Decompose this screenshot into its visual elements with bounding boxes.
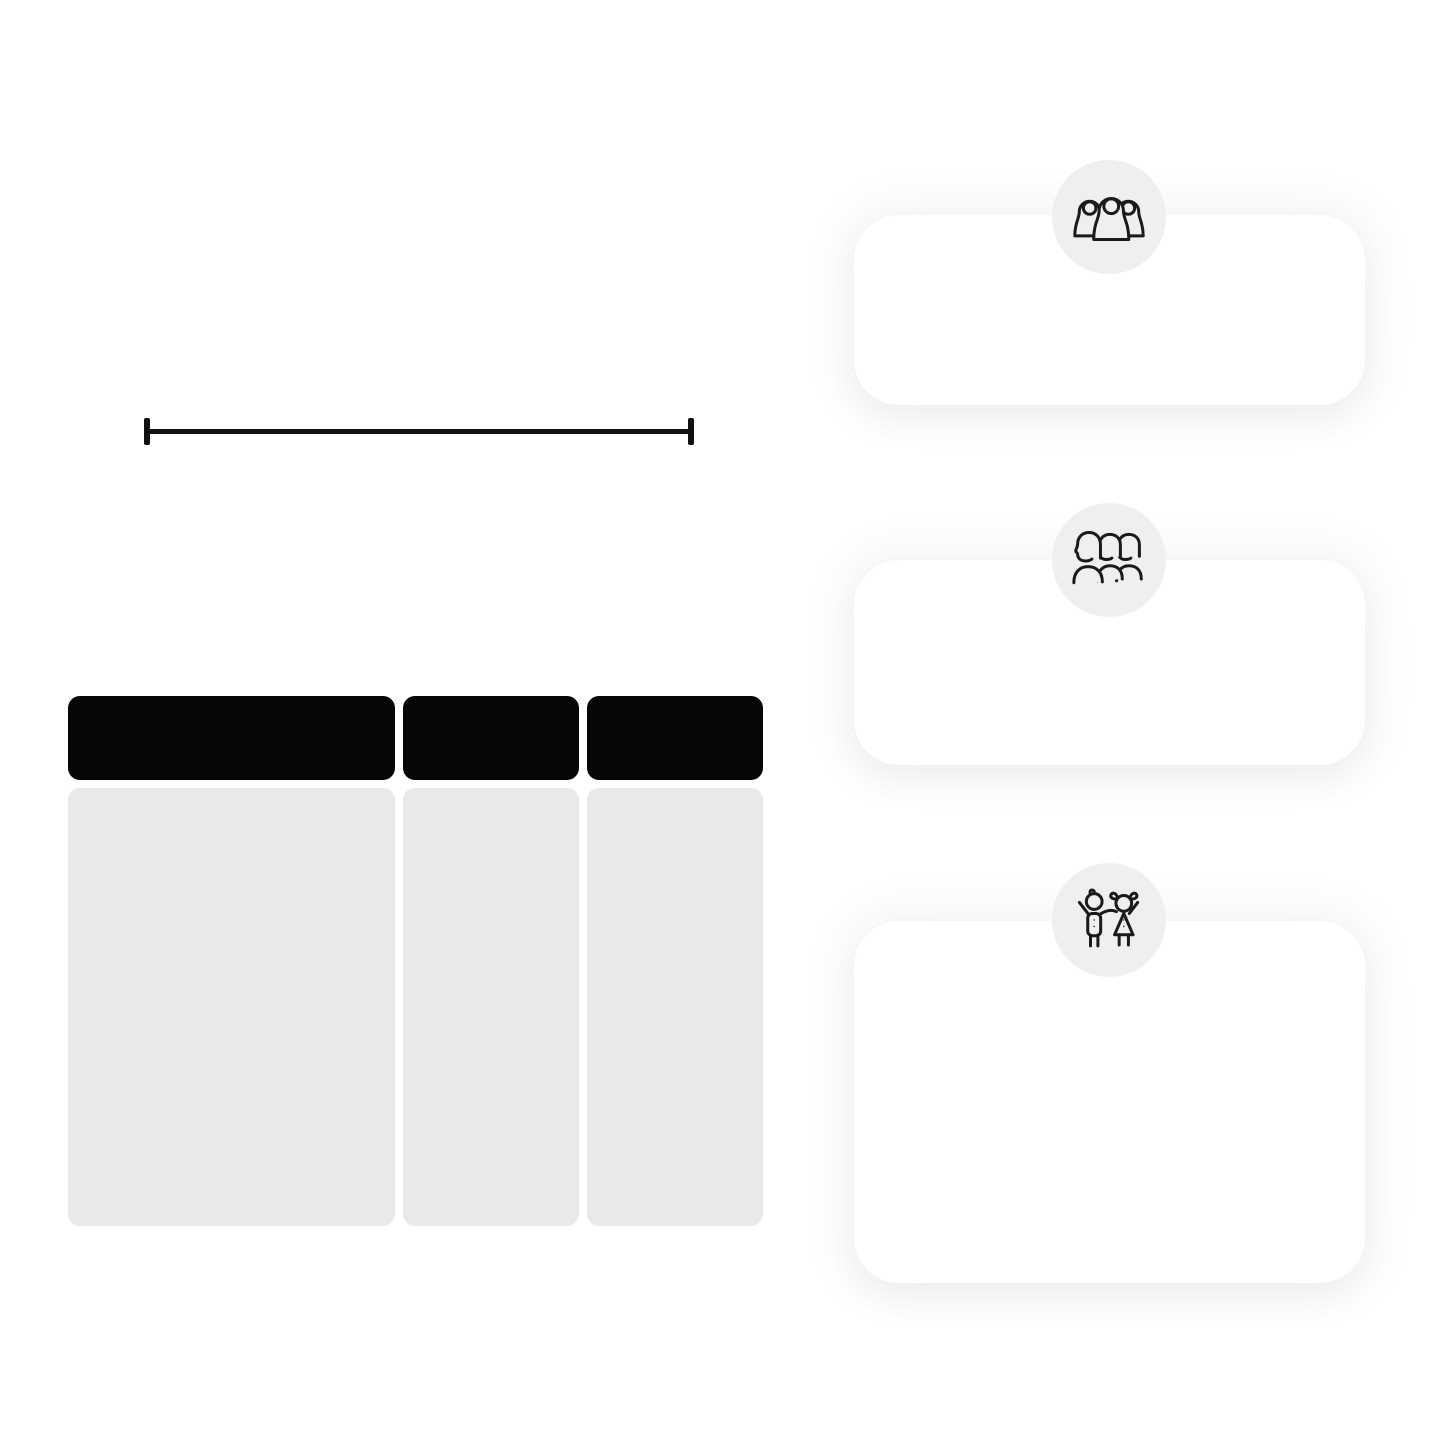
table-header-name bbox=[68, 696, 395, 780]
table-cell-inches bbox=[403, 1154, 579, 1200]
table-header-mm bbox=[587, 696, 763, 780]
table-cell-mm bbox=[587, 1069, 763, 1115]
text-line bbox=[854, 1202, 1365, 1249]
eyebrow-illustration bbox=[85, 225, 715, 405]
text-line bbox=[854, 1155, 1365, 1202]
table-column-inches bbox=[403, 788, 579, 1226]
men-group-icon bbox=[1071, 531, 1147, 589]
table-row-label bbox=[68, 899, 395, 945]
measurement-tick-left bbox=[144, 418, 150, 445]
measurement-tick-right bbox=[688, 418, 694, 445]
text-line bbox=[854, 335, 1365, 382]
kids-badge bbox=[1052, 863, 1166, 977]
table-cell-inches bbox=[403, 814, 579, 860]
table-cell-mm bbox=[587, 984, 763, 1030]
children-icon bbox=[1072, 886, 1146, 954]
table-row-label bbox=[68, 1154, 395, 1200]
text-line bbox=[854, 1061, 1365, 1108]
men-badge bbox=[1052, 503, 1166, 617]
table-row-label bbox=[68, 814, 395, 860]
text-line bbox=[854, 1014, 1365, 1061]
women-badge bbox=[1052, 160, 1166, 274]
table-row-label bbox=[68, 1069, 395, 1115]
kids-card-text bbox=[854, 1014, 1365, 1249]
measurement-line bbox=[146, 429, 692, 434]
table-cell-mm bbox=[587, 899, 763, 945]
table-cell-inches bbox=[403, 984, 579, 1030]
text-line bbox=[854, 643, 1365, 690]
women-card-text bbox=[854, 288, 1365, 382]
text-line bbox=[854, 1108, 1365, 1155]
table-row-label bbox=[68, 984, 395, 1030]
table-column-sizes bbox=[68, 788, 395, 1226]
table-cell-inches bbox=[403, 1069, 579, 1115]
eyebrow-hairs-svg bbox=[85, 225, 715, 405]
table-cell-mm bbox=[587, 1154, 763, 1200]
men-card-text bbox=[854, 643, 1365, 737]
table-column-mm bbox=[587, 788, 763, 1226]
text-line bbox=[854, 288, 1365, 335]
women-group-icon bbox=[1073, 186, 1145, 248]
table-header-inches bbox=[403, 696, 579, 780]
text-line bbox=[854, 690, 1365, 737]
table-cell-inches bbox=[403, 899, 579, 945]
table-cell-mm bbox=[587, 814, 763, 860]
